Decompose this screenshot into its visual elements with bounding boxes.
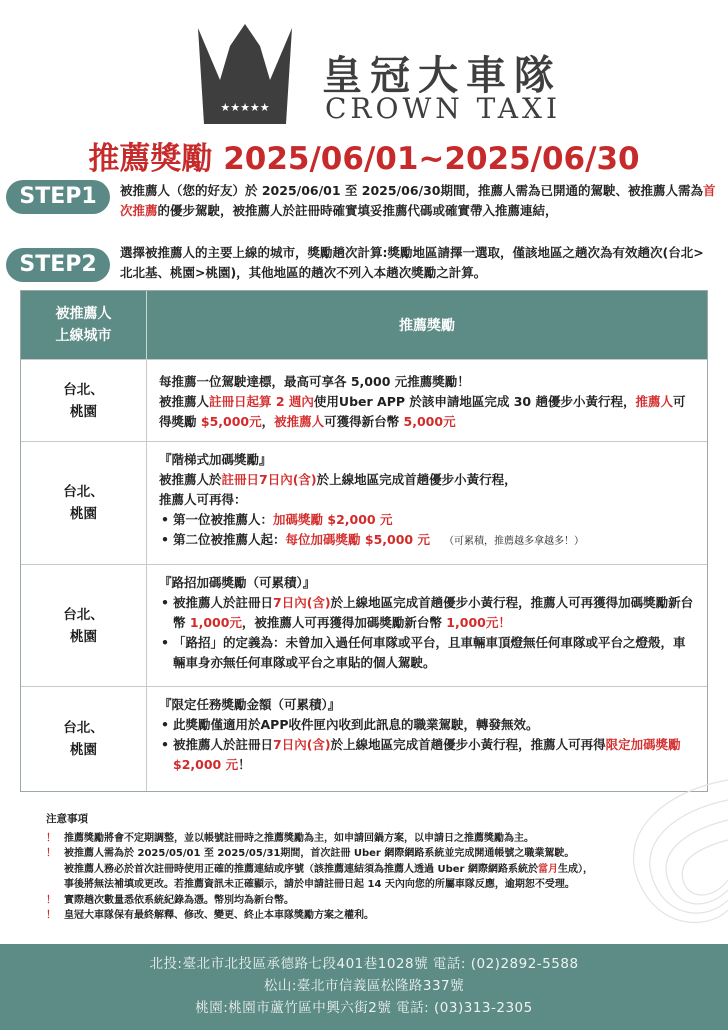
crown-logo-icon: [190, 16, 300, 126]
header-reward: 推薦獎勵: [399, 318, 455, 334]
footer-addresses: [0, 944, 728, 1030]
row-reward: 『路招加碼獎勵（可累積）』 • 被推薦人於註冊日7日內(含)於上線地區完成首趟優步小黃行程，推薦人可再獲得加碼獎勵新台幣 1,000元，被推薦人可再獲得加碼獎勵新台幣 1,000元！ • 「路招」的定義為：未曾加入過任何車隊或平台，且車輛車頂燈無任何車隊或平台之燈殼，車輛車身亦無任何車隊或平台之車貼的個人駕駛。: [147, 565, 707, 686]
row-reward: 每推薦一位駕駛達標，最高可享各 5,000 元推薦獎勵！ 被推薦人註冊日起算 2 週內使用Uber APP 於該申請地區完成 30 趟優步小黃行程，推薦人可得獎勵 $5,000元，被推薦人可獲得新台幣 5,000元: [159, 374, 686, 429]
crown-stars: ★★★★★: [220, 101, 270, 114]
row-city: 台北、 桃園: [21, 442, 147, 564]
row-city: 台北、 桃園: [21, 360, 147, 441]
table-row: [21, 359, 707, 441]
table-row: [21, 441, 707, 564]
row-city: 台北、 桃園: [21, 687, 147, 791]
note-item-cont: 被推薦人務必於首次註冊時使用正確的推薦連結或序號（該推薦連結須為推薦人透過 Uber 網際網路系統於當月生成），: [64, 863, 593, 875]
header-city: 被推薦人 上線城市: [21, 291, 147, 359]
reward-table: [20, 290, 708, 792]
address-songshan: 松山:臺北市信義區松隆路337號: [263, 978, 465, 994]
row-city: 台北、 桃園: [21, 565, 147, 686]
row-reward: 『階梯式加碼獎勵』 被推薦人於註冊日7日內(含)於上線地區完成首趟優步小黃行程， 推薦人可再得： • 第一位被推薦人：加碼獎勵 $2,000 元 • 第二位被推薦人起：每位加碼獎勵 $5,000 元 （可累積，推薦越多拿越多！）: [147, 442, 707, 564]
note-item: ！ 皇冠大車隊保有最終解釋、修改、變更、終止本車隊獎勵方案之權利。: [46, 910, 374, 921]
note-item: ！ 推薦獎勵將會不定期調整，並以帳號註冊時之推薦獎勵為主，如申請回鍋方案，以申請日之推薦獎勵為主。: [46, 832, 534, 844]
notes-section: [46, 812, 706, 924]
note-item: ！ 實際趟次數量悉依系統紀錄為憑。幣別均為新台幣。: [46, 894, 294, 906]
table-header: [21, 291, 707, 359]
page-title: 推薦獎勵 2025/06/01~2025/06/30: [88, 141, 640, 177]
header: [0, 0, 728, 135]
step1-badge: STEP1: [6, 180, 110, 214]
note-item: ！ 被推薦人需為於 2025/05/01 至 2025/05/31期間，首次註冊 Uber 網際網路系統並完成開通帳號之職業駕駛。: [46, 848, 575, 859]
notes-title: 注意事項: [46, 813, 88, 825]
brand-name-cn: 皇冠大車隊: [322, 52, 562, 99]
table-row: [21, 564, 707, 686]
brand-name-en: CROWN TAXI: [325, 92, 561, 125]
step2-badge: STEP2: [6, 248, 110, 282]
row-reward: 『限定任務獎勵金額（可累積）』 • 此獎勵僅適用於APP收件匣內收到此訊息的職業駕駛，轉發無效。 • 被推薦人於註冊日7日內(含)於上線地區完成首趟優步小黃行程，推薦人可再得限定加碼獎勵 $2,000 元！: [147, 687, 707, 791]
address-beitou: 北投:臺北市北投區承德路七段401巷1028號 電話: (02)2892-5588: [149, 956, 579, 972]
step2-text: 選擇被推薦人的主要上線的城市，獎勵趟次計算:獎勵地區請擇一選取，僅該地區之趟次為有效趟次(台北>北北基、桃園>桃園)，其他地區的趟次不列入本趟次獎勵之計算。: [120, 245, 704, 280]
step1-text: 被推薦人（您的好友）於 2025/06/01 至 2025/06/30期間，推薦人需為已開通的駕駛、被推薦人需為首次推薦的優步駕駛，被推薦人於註冊時確實填妥推薦代碼或確實帶入推薦連結，: [120, 183, 716, 218]
address-taoyuan: 桃園:桃園市蘆竹區中興六街2號 電話: (03)313-2305: [195, 1000, 533, 1016]
note-item-cont: 事後將無法補填或更改。若推薦資訊未正確顯示，請於申請註冊日起 14 天內向您的所屬車隊反應，逾期恕不受理。: [64, 879, 575, 890]
